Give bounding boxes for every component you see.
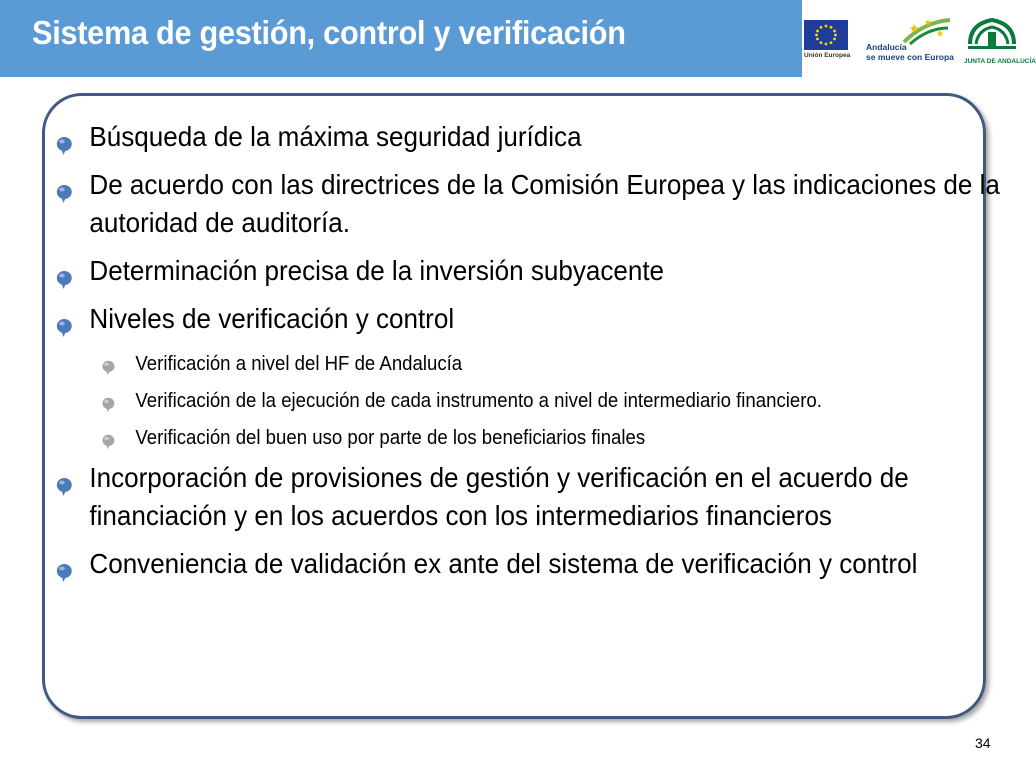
bullet-text: De acuerdo con las directrices de la Comisión Europea y las indicaciones de la autoridad de auditoría. <box>89 169 1000 238</box>
speech-bubble-bullet-icon <box>55 469 74 507</box>
sub-bullet-item <box>101 348 982 380</box>
speech-bubble-bullet-icon <box>101 391 116 423</box>
bullet-text: Verificación a nivel del HF de Andalucía <box>135 353 463 375</box>
speech-bubble-bullet-icon <box>55 555 74 593</box>
bullet-item <box>55 300 1003 338</box>
speech-bubble-bullet-icon <box>55 262 74 300</box>
bullet-text: Determinación precisa de la inversión subyacente <box>89 255 665 286</box>
speech-bubble-bullet-icon <box>55 176 74 214</box>
page-number: 34 <box>975 735 991 751</box>
speech-bubble-bullet-icon <box>101 428 116 460</box>
bullet-text: Incorporación de provisiones de gestión y verificación en el acuerdo de financiación y en los acuerdos con los intermediarios financieros <box>89 462 909 531</box>
bullet-item <box>55 459 1003 535</box>
junta-caption: JUNTA DE ANDALUCÍA <box>964 58 1036 65</box>
andalucia-line1: Andalucía <box>866 42 907 52</box>
bullet-text: Verificación del buen uso por parte de los beneficiarios finales <box>135 427 646 449</box>
bullet-text: Niveles de verificación y control <box>89 303 455 334</box>
bullet-item <box>55 545 1003 583</box>
bullet-text: Conveniencia de validación ex ante del sistema de verificación y control <box>89 548 918 579</box>
eu-caption: Unión Europea <box>804 52 851 59</box>
eu-logo <box>804 20 850 66</box>
bullet-item <box>55 252 1003 290</box>
sub-bullet-item <box>101 385 982 417</box>
title-bar <box>0 0 802 77</box>
bullet-text: Verificación de la ejecución de cada instrumento a nivel de intermediario financiero. <box>135 390 822 412</box>
speech-bubble-bullet-icon <box>55 310 74 348</box>
speech-bubble-bullet-icon <box>55 128 74 166</box>
bullet-item <box>55 166 1003 242</box>
eu-flag-icon <box>804 20 848 50</box>
junta-emblem-icon <box>962 14 1022 58</box>
junta-logo <box>962 14 1036 74</box>
bullet-list <box>55 118 1000 593</box>
bullet-item <box>55 118 1003 156</box>
bullet-text: Búsqueda de la máxima seguridad jurídica <box>89 121 582 152</box>
sub-bullet-item <box>101 422 982 454</box>
andalucia-line2: se mueve con Europa <box>866 52 954 62</box>
slide-title: Sistema de gestión, control y verificación <box>32 14 626 51</box>
speech-bubble-bullet-icon <box>101 354 116 386</box>
andalucia-logo <box>864 16 954 72</box>
